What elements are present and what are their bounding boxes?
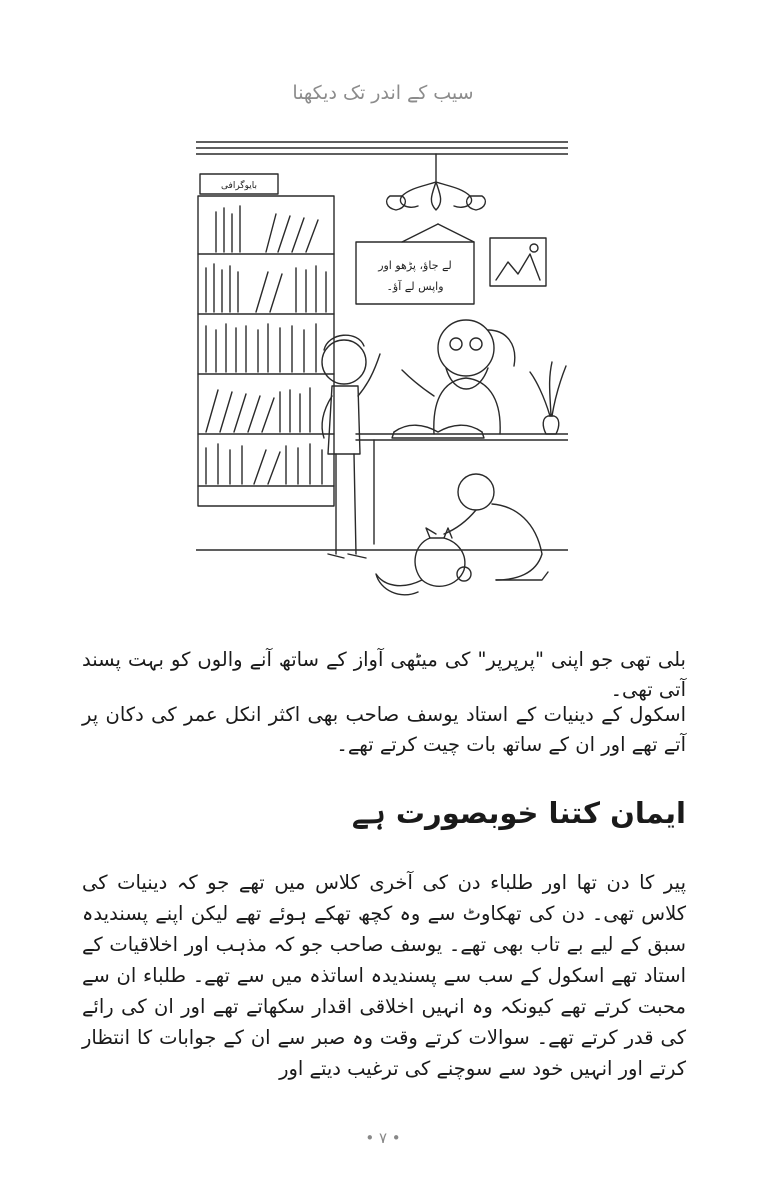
paragraph-3: پیر کا دن تھا اور طلباء دن کی آخری کلاس میں تھے جو کہ دینیات کی کلاس تھی۔ دن کی تھکاوٹ سے وہ کچھ تھکے ہوئے تھے لیکن اپنے پسندیدہ سبق کے لیے بے تاب بھی تھے۔ یوسف صاحب جو کہ مذہب اور اخلاقیات کے استاد تھے اسکول کے سب سے پسندیدہ اساتذہ میں سے تھے۔ طلباء ان سے محبت کرتے تھے کیونکہ وہ انہیں اخلاقی اقدار سکھاتے تھے اور ان کی رائے کی قدر کرتے تھے۔ سوالات کرتے وقت وہ صبر سے ان کے جوابات کا انتظار کرتے اور انہیں خود سے سوچنے کی ترغیب دیتے اور bbox=[82, 871, 686, 1080]
section-heading: ایمان کتنا خوبصورت ہے bbox=[351, 796, 686, 830]
paragraph-2: اسکول کے دینیات کے استاد یوسف صاحب بھی اکثر انکل عمر کی دکان پر آتے تھے اور ان کے ساتھ بات چیت کرتے تھے۔ bbox=[82, 703, 686, 756]
running-header: سیب کے اندر تک دیکھنا bbox=[292, 82, 474, 104]
shelf-label: بایوگرافی bbox=[221, 181, 257, 191]
page-number: • ۷ • bbox=[365, 1129, 401, 1147]
paragraph-1: بلی تھی جو اپنی "پرپرپر" کی میٹھی آواز کے ساتھ آنے والوں کو بہت پسند آتی تھی۔ bbox=[82, 648, 686, 701]
sign-line-2: واپس لے آؤ۔ bbox=[386, 280, 444, 293]
sign-line-1: لے جاؤ، پڑھو اور bbox=[378, 259, 452, 272]
bookshop-illustration bbox=[196, 134, 568, 612]
